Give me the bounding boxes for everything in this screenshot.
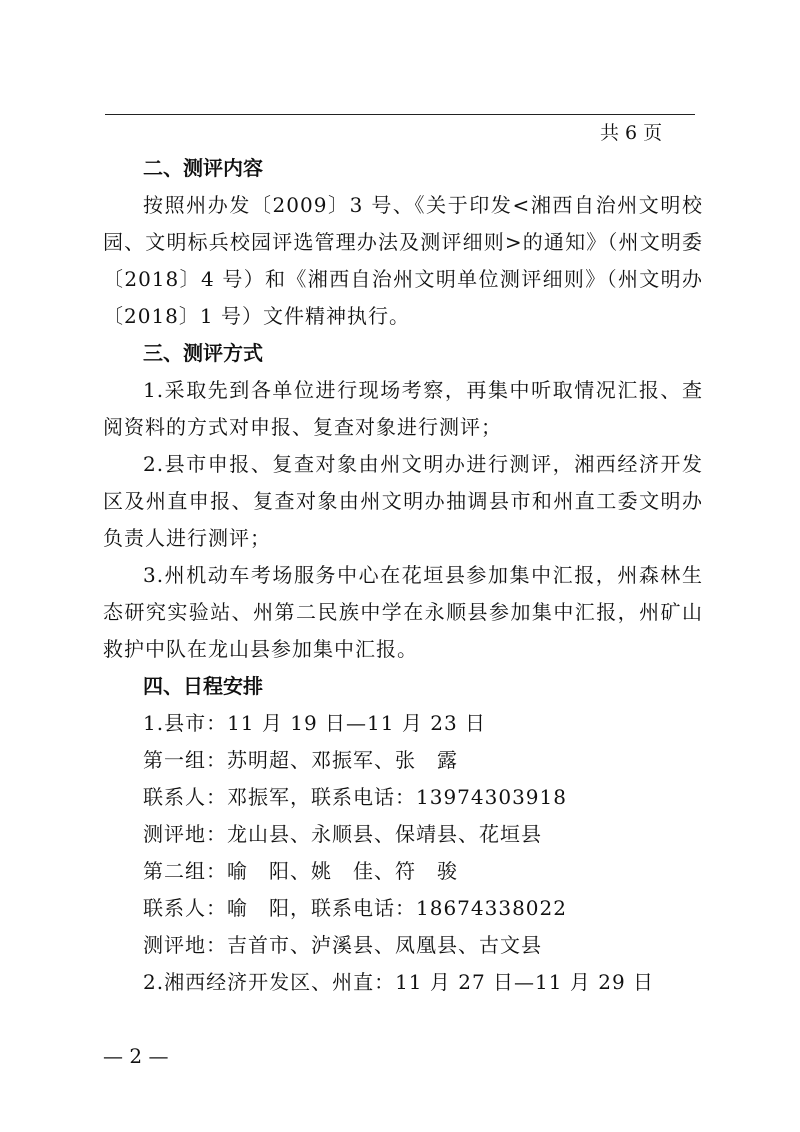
section-paragraph-evaluation-content: 按照州办发〔2009〕3 号、《关于印发<湘西自治州文明校园、文明标兵校园评选管理办法及测评细则>的通知》（州文明委〔2018〕4 号）和《湘西自治州文明单位测评细则》（州文明办〔2018〕1 号）文件精神执行。 [103,193,703,328]
section-heading-schedule: 四、日程安排 [143,674,263,698]
document-body [103,150,703,1001]
method-item-1: 1.采取先到各单位进行现场考察，再集中听取情况汇报、查阅资料的方式对申报、复查对象进行测评； [103,378,703,439]
schedule-line: 1.县市：11 月 19 日—11 月 23 日 [143,711,487,735]
method-item-3: 3.州机动车考场服务中心在花垣县参加集中汇报，州森林生态研究实验站、州第二民族中学在永顺县参加集中汇报，州矿山救护中队在龙山县参加集中汇报。 [103,563,703,661]
schedule-line: 第二组：喻 阳、姚 佳、符 骏 [143,859,458,883]
header-rule [105,114,695,115]
schedule-line: 2.湘西经济开发区、州直：11 月 27 日—11 月 29 日 [143,970,655,994]
total-pages-label: 共 6 页 [600,122,663,144]
schedule-line: 测评地：吉首市、泸溪县、凤凰县、古文县 [143,933,542,957]
schedule-line: 联系人：喻 阳，联系电话：18674338022 [143,896,567,920]
method-item-2: 2.县市申报、复查对象由州文明办进行测评，湘西经济开发区及州直申报、复查对象由州文明办抽调县市和州直工委文明办负责人进行测评； [103,452,703,550]
page-number: — 2 — [103,1044,169,1068]
section-heading-evaluation-method: 三、测评方式 [143,341,263,365]
schedule-line: 测评地：龙山县、永顺县、保靖县、花垣县 [143,822,542,846]
schedule-line: 第一组：苏明超、邓振军、张 露 [143,748,458,772]
section-heading-evaluation-content: 二、测评内容 [143,156,263,180]
schedule-line: 联系人：邓振军，联系电话：13974303918 [143,785,567,809]
